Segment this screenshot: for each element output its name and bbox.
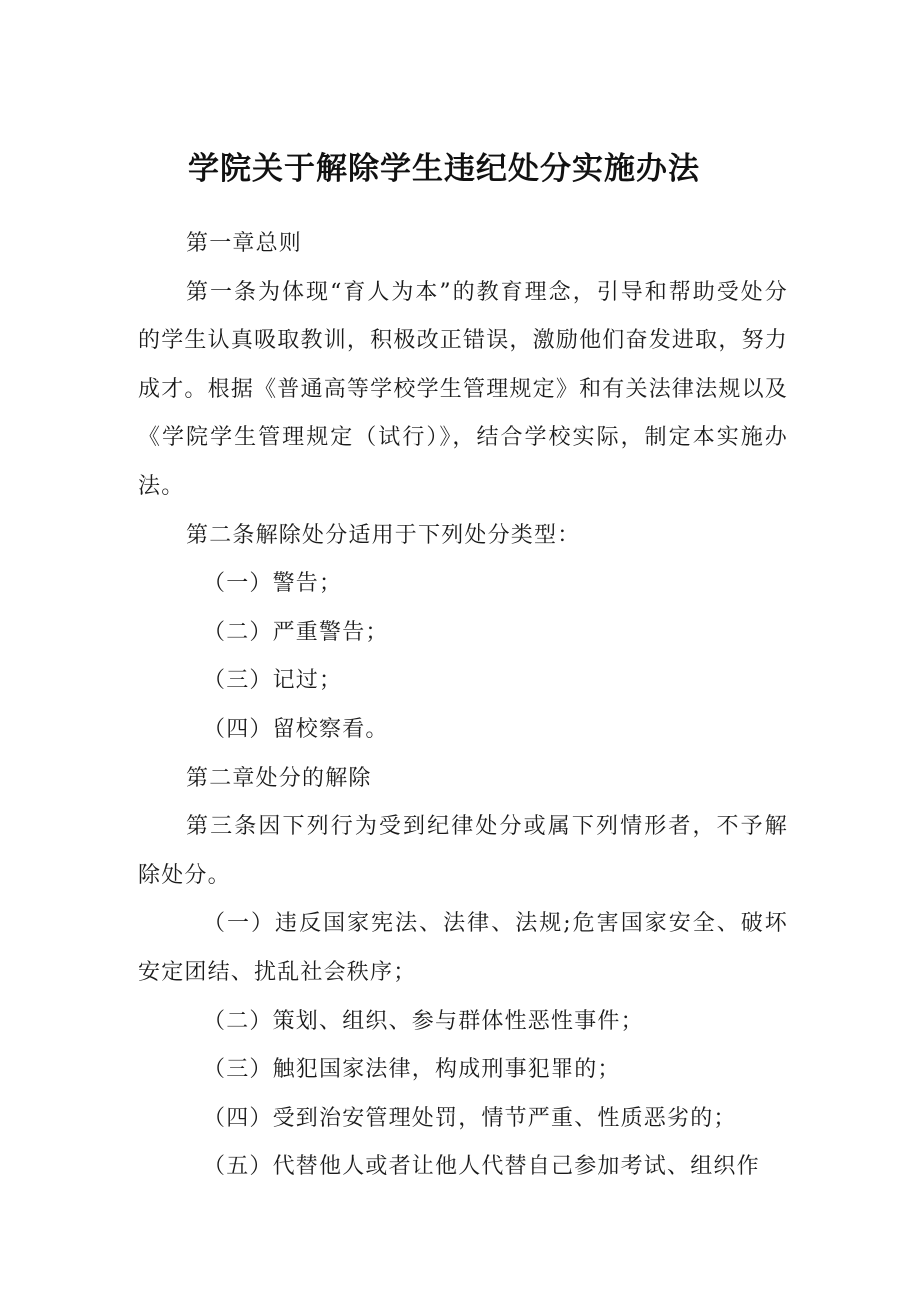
- article-2-paragraph: 第二条解除处分适用于下列处分类型：: [186, 522, 581, 548]
- document-body: [138, 220, 788, 1192]
- article-1-paragraph: 第一条为体现“育人为本”的教育理念，引导和帮助受处分的学生认真吸取教训，积极改正错误，激励他们奋发进取，努力成才。根据《普通高等学校学生管理规定》和有关法律法规以及《学院学生管理规定（试行）》，结合学校实际，制定本实施办法。: [138, 279, 788, 499]
- chapter-2-heading: 第二章处分的解除: [186, 765, 372, 791]
- exclusion-condition-item: （二）策划、组织、参与群体性恶性事件；: [203, 1008, 644, 1034]
- document-title: 学院关于解除学生违纪处分实施办法: [188, 151, 700, 187]
- exclusion-condition-item: （三）触犯国家法律，构成刑事犯罪的；: [203, 1057, 621, 1083]
- punishment-type-item: （四）留校察看。: [203, 716, 389, 742]
- punishment-type-item: （一）警告；: [203, 571, 343, 597]
- chapter-1-heading: 第一章总则: [186, 231, 303, 256]
- punishment-type-item: （二）严重警告；: [203, 619, 389, 645]
- article-3-paragraph: 第三条因下列行为受到纪律处分或属下列情形者，不予解除处分。: [138, 814, 788, 888]
- punishment-type-item: （三）记过；: [203, 668, 343, 694]
- exclusion-condition-item: （一）违反国家宪法、法律、法规;危害国家安全、破坏安定团结、扰乱社会秩序；: [138, 911, 788, 985]
- exclusion-condition-item: （四）受到治安管理处罚，情节严重、性质恶劣的；: [203, 1105, 737, 1131]
- exclusion-condition-item: （五）代替他人或者让他人代替自己参加考试、组织作: [203, 1154, 760, 1180]
